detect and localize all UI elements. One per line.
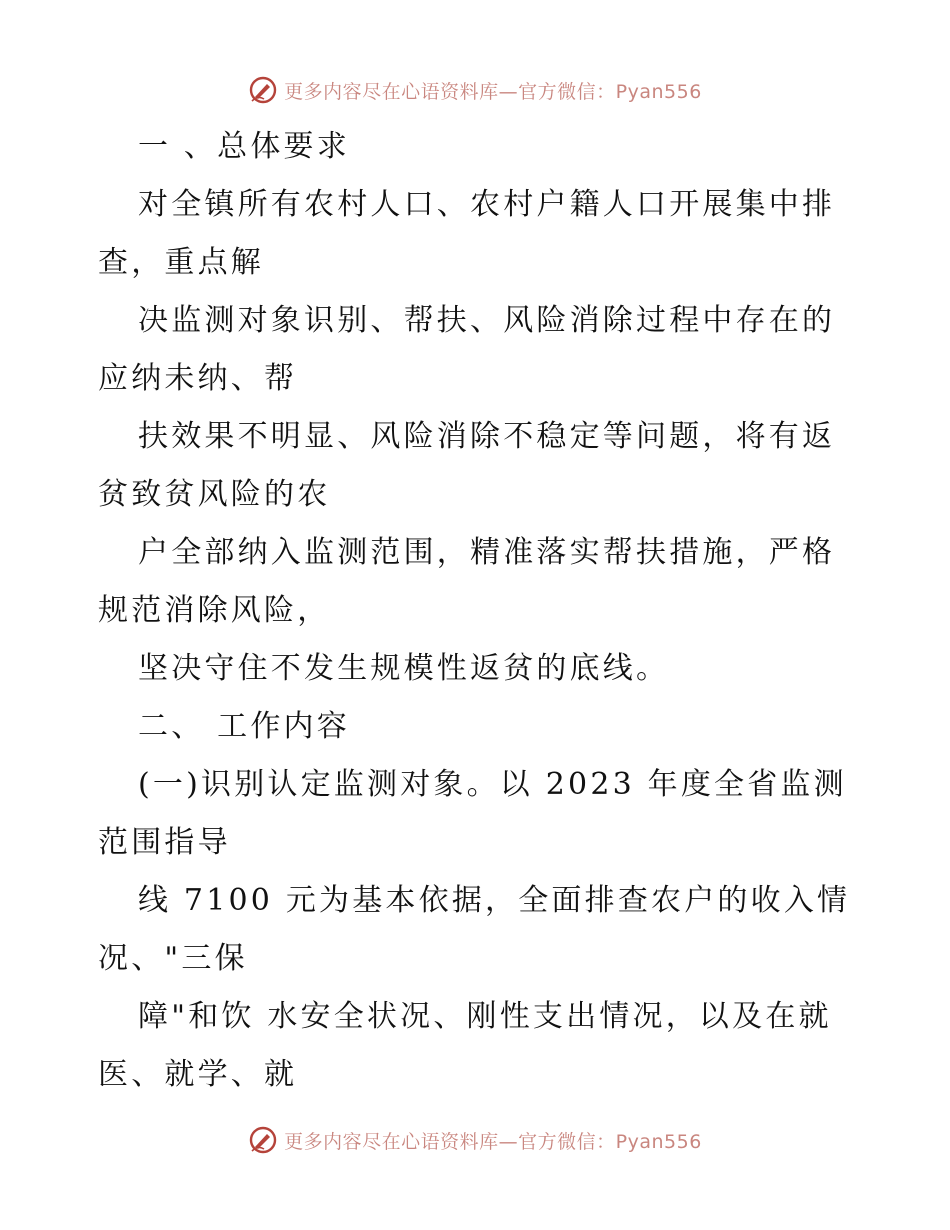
footer-watermark (0, 1120, 950, 1160)
text-line: 一 、总体要求 (138, 129, 350, 164)
text-line: 应纳未纳、帮 (98, 361, 298, 396)
text-line: 规范消除风险， (98, 593, 331, 628)
document-body (98, 118, 850, 1104)
text-line: 决监测对象识别、帮扶、风险消除过程中存在的 (138, 303, 836, 338)
text-line: (一)识别认定监测对象。以 2023 年度全省监测 (138, 767, 847, 802)
watermark-text: 更多内容尽在心语资料库—官方微信：Pyan556 (284, 80, 702, 103)
text-line: 医、就学、就 (98, 1057, 298, 1092)
text-line: 障"和饮 水安全状况、刚性支出情况，以及在就 (138, 999, 832, 1034)
text-line: 扶效果不明显、风险消除不稳定等问题，将有返 (138, 419, 836, 454)
text-line: 贫致贫风险的农 (98, 477, 331, 512)
watermark-text: 更多内容尽在心语资料库—官方微信：Pyan556 (284, 1130, 702, 1153)
text-line: 二、 工作内容 (138, 709, 350, 744)
pen-logo-icon (248, 1125, 278, 1155)
text-line: 线 7100 元为基本依据，全面排查农户的收入情 (138, 883, 850, 918)
pen-logo-icon (248, 75, 278, 105)
text-line: 坚决守住不发生规模性返贫的底线。 (138, 651, 670, 686)
header-watermark (0, 70, 950, 110)
text-line: 范围指导 (98, 825, 231, 860)
text-line: 户全部纳入监测范围，精准落实帮扶措施，严格 (138, 535, 836, 570)
text-line: 查，重点解 (98, 245, 264, 280)
text-line: 对全镇所有农村人口、农村户籍人口开展集中排 (138, 187, 836, 222)
text-line: 况、"三保 (98, 941, 248, 976)
